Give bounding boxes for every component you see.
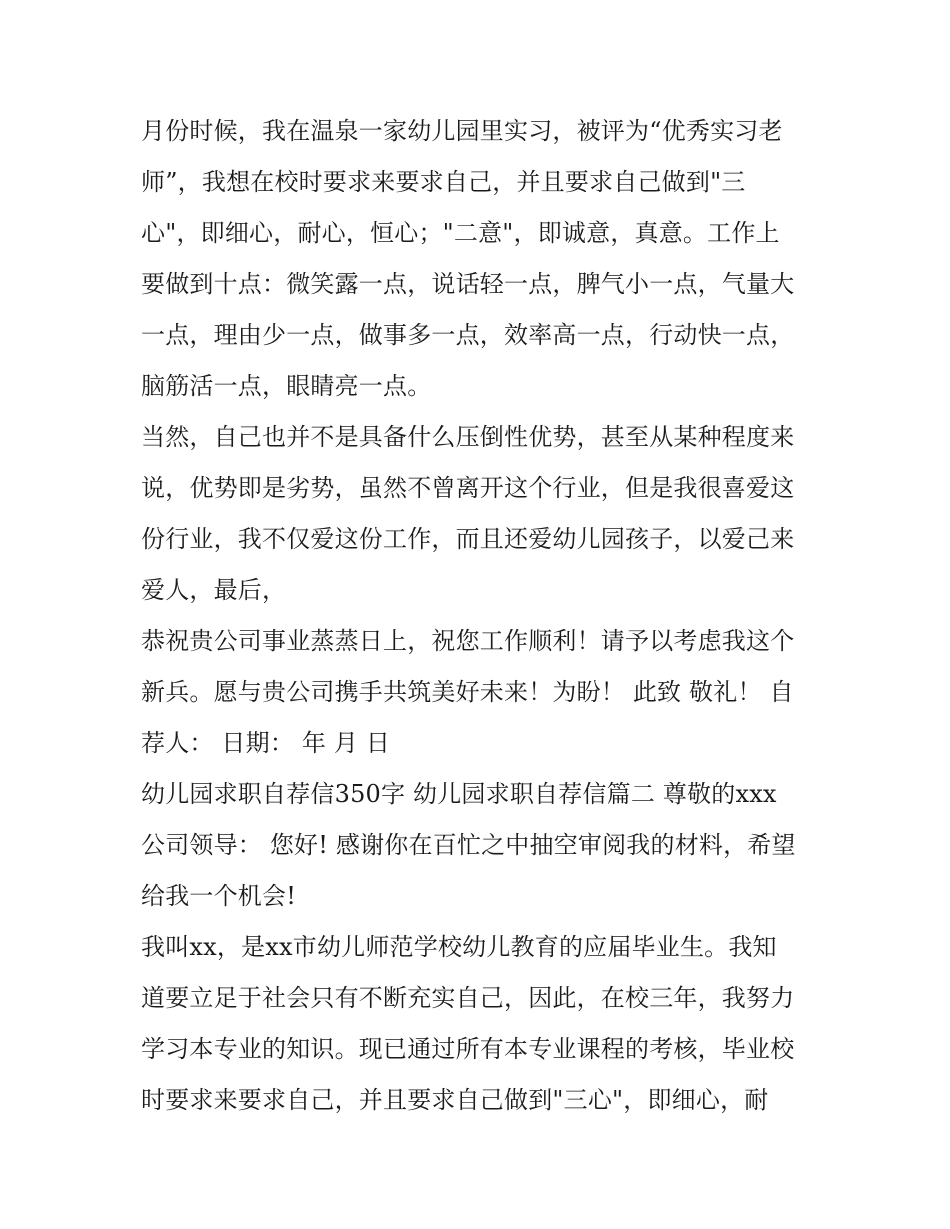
- text-line: 学习本专业的知识。现已通过所有本专业课程的考核，毕业校: [141, 1035, 795, 1063]
- text-line: 当然，自己也并不是具备什么压倒性优势，甚至从某种程度来: [141, 423, 795, 451]
- text-line: 心"，即细心，耐心，恒心；"二意"，即诚意，真意。工作上: [141, 219, 780, 247]
- text-line: 道要立足于社会只有不断充实自己，因此，在校三年，我努力: [141, 984, 795, 1012]
- text-line: 爱人，最后，: [141, 576, 287, 604]
- text-line: 师”，我想在校时要求来要求自己，并且要求自己做到"三: [141, 168, 746, 196]
- text-line: 时要求来要求自己，并且要求自己做到"三心"，即细心，耐: [141, 1086, 769, 1114]
- text-line: 给我一个机会!: [141, 882, 297, 910]
- text-line: 说，优势即是劣势，虽然不曾离开这个行业，但是我很喜爱这: [141, 474, 795, 502]
- document-body: [141, 106, 821, 1126]
- text-line: 要做到十点：微笑露一点，说话轻一点，脾气小一点，气量大: [141, 270, 795, 298]
- text-line: 恭祝贵公司事业蒸蒸日上，祝您工作顺利！请予以考虑我这个: [141, 627, 795, 655]
- text-line: 一点，理由少一点，做事多一点，效率高一点，行动快一点，: [141, 321, 795, 349]
- text-line: 幼儿园求职自荐信350字 幼儿园求职自荐信篇二 尊敬的xxx: [141, 780, 777, 808]
- text-line: 新兵。愿与贵公司携手共筑美好未来！为盼！ 此致 敬礼！ 自: [141, 678, 794, 706]
- text-line: 份行业，我不仅爱这份工作，而且还爱幼儿园孩子，以爱己来: [141, 525, 795, 553]
- text-line: 荐人： 日期： 年 月 日: [141, 729, 391, 757]
- text-line: 月份时候，我在温泉一家幼儿园里实习，被评为“优秀实习老: [141, 117, 783, 145]
- text-line: 公司领导： 您好! 感谢你在百忙之中抽空审阅我的材料，希望: [141, 831, 796, 859]
- text-line: 脑筋活一点，眼睛亮一点。: [141, 372, 432, 400]
- text-line: 我叫xx，是xx市幼儿师范学校幼儿教育的应届毕业生。我知: [141, 933, 777, 961]
